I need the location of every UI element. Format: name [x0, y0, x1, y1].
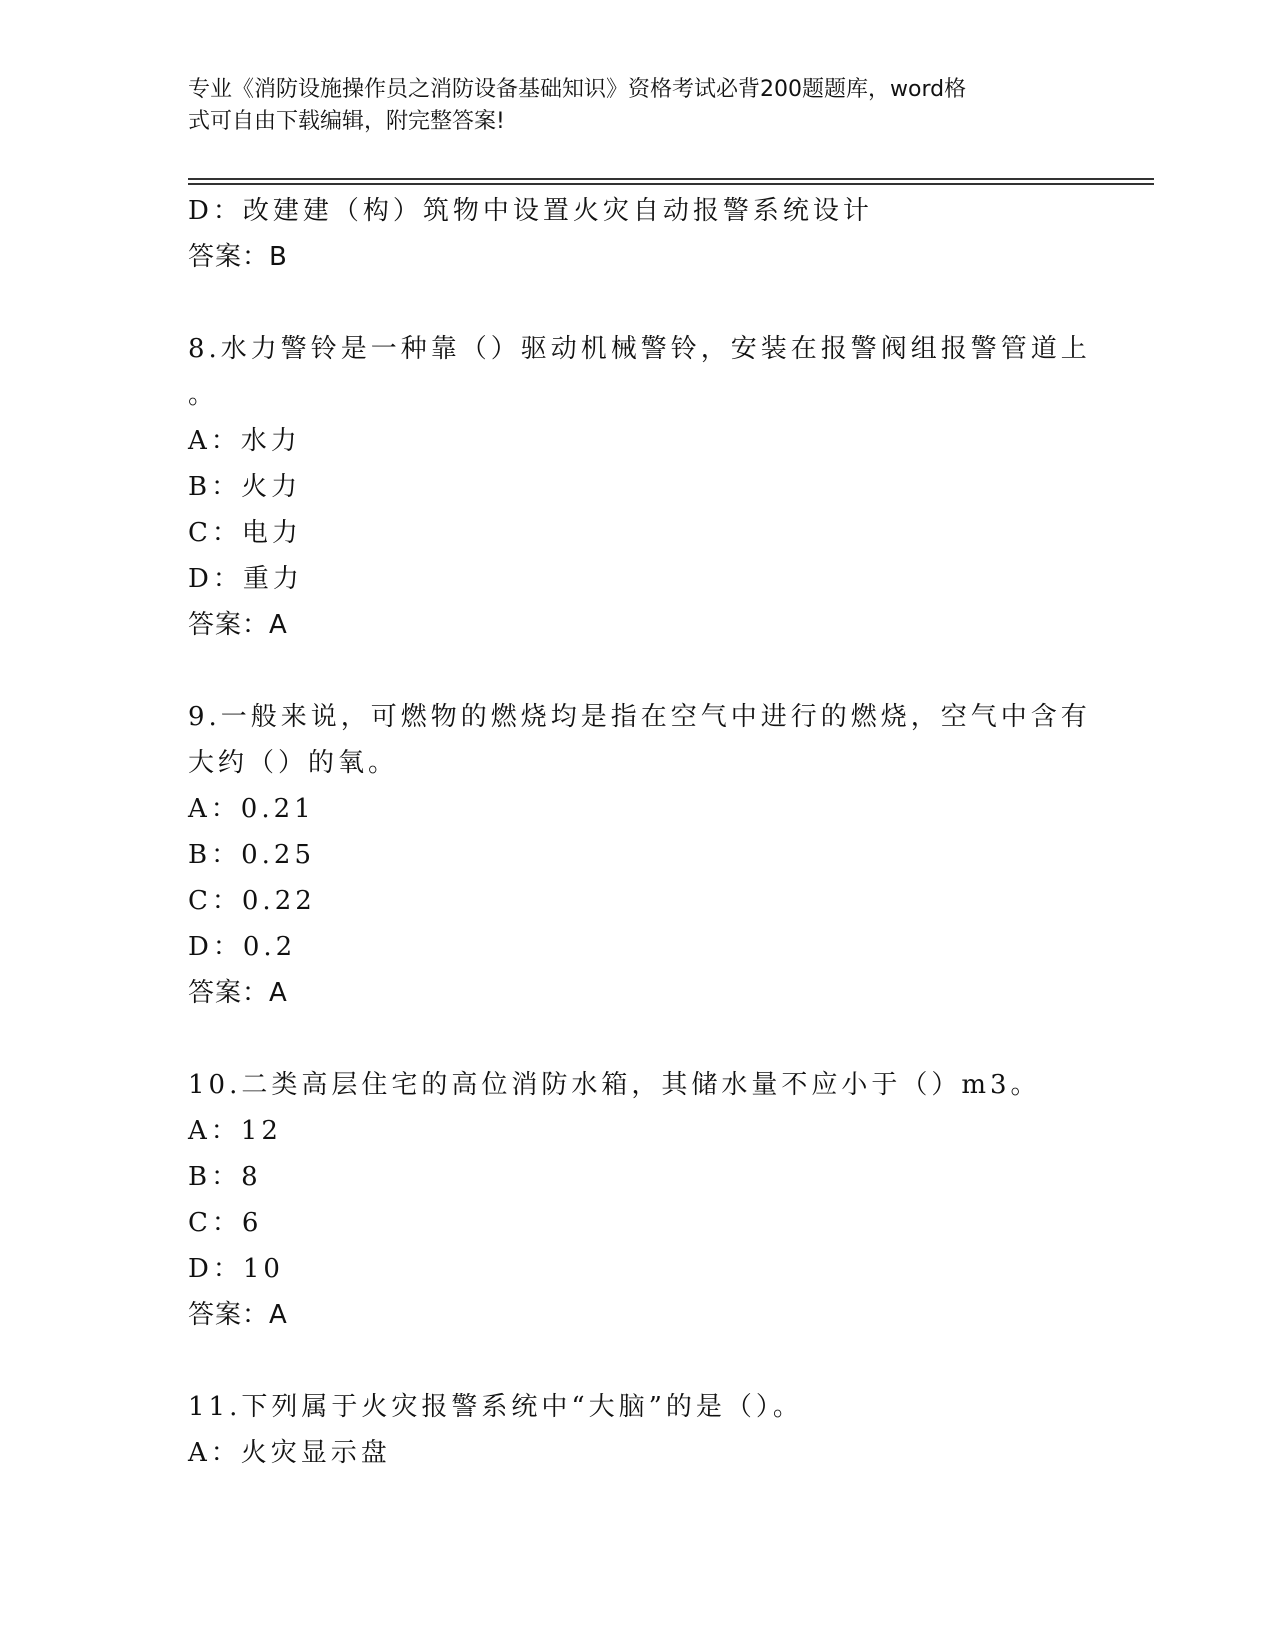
option-d: D：10	[188, 1254, 284, 1284]
document-header	[188, 74, 1088, 138]
question-text-continued: 。	[188, 380, 219, 410]
answer-label: 答案：A	[188, 1300, 288, 1330]
option-b: B：8	[188, 1162, 262, 1192]
option-a: A：水力	[188, 426, 301, 456]
question-text: 8.水力警铃是一种靠（）驱动机械警铃，安装在报警阀组报警管道上	[188, 334, 1091, 364]
question-9	[188, 694, 1091, 1016]
answer-label: 答案：A	[188, 978, 288, 1008]
option-c: C：电力	[188, 518, 302, 548]
header-divider-top	[188, 178, 1154, 180]
option-c: C：0.22	[188, 886, 316, 916]
question-text: 11.下列属于火灾报警系统中“大脑”的是（）。	[188, 1392, 803, 1422]
option-d: D：改建建（构）筑物中设置火灾自动报警系统设计	[188, 196, 873, 226]
question-10	[188, 1062, 1088, 1338]
question-11	[188, 1384, 1088, 1476]
option-a: A：0.21	[188, 794, 315, 824]
header-line-1: 专业《消防设施操作员之消防设备基础知识》资格考试必背200题题库，word格	[188, 77, 967, 102]
option-c: C：6	[188, 1208, 263, 1238]
header-divider-bottom	[188, 183, 1154, 185]
option-b: B：0.25	[188, 840, 315, 870]
header-line-2: 式可自由下载编辑，附完整答案!	[188, 109, 505, 134]
answer-label: 答案：B	[188, 242, 288, 272]
question-8	[188, 326, 1091, 648]
question-list	[188, 188, 1091, 1476]
option-d: D：0.2	[188, 932, 297, 962]
option-a: A：火灾显示盘	[188, 1438, 391, 1468]
question-text: 9.一般来说，可燃物的燃烧均是指在空气中进行的燃烧，空气中含有	[188, 702, 1091, 732]
option-a: A：12	[188, 1116, 282, 1146]
option-b: B：火力	[188, 472, 302, 502]
option-d: D：重力	[188, 564, 303, 594]
question-text: 10.二类高层住宅的高位消防水箱，其储水量不应小于（）m3。	[188, 1070, 1041, 1100]
answer-label: 答案：A	[188, 610, 288, 640]
question-text-continued: 大约（）的氧。	[188, 748, 399, 778]
